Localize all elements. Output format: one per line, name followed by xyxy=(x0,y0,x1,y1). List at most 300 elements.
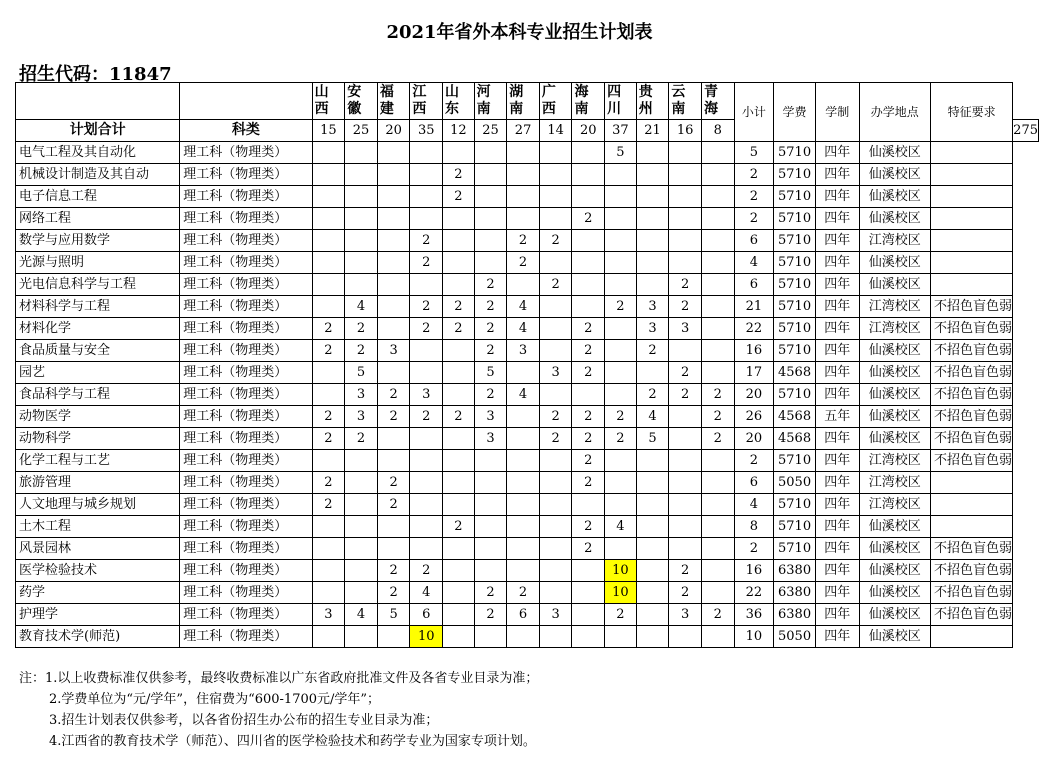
province-count xyxy=(377,538,410,560)
major-name: 网络工程 xyxy=(16,208,180,230)
province-count xyxy=(701,208,734,230)
table-row xyxy=(16,208,1039,230)
province-name-line1: 青 xyxy=(703,84,718,100)
province-count xyxy=(669,142,702,164)
province-count xyxy=(443,428,475,450)
province-count: 4 xyxy=(605,516,637,538)
province-count xyxy=(636,164,669,186)
requirement xyxy=(931,494,1013,516)
province-count xyxy=(636,626,669,648)
province-count xyxy=(636,362,669,384)
campus: 仙溪校区 xyxy=(859,208,931,230)
subject-category: 理工科（物理类） xyxy=(180,494,312,516)
province-count xyxy=(312,384,345,406)
subject-category: 理工科（物理类） xyxy=(180,362,312,384)
table-row xyxy=(16,472,1039,494)
province-header xyxy=(605,83,637,120)
major-name: 护理学 xyxy=(16,604,180,626)
requirement xyxy=(931,472,1013,494)
table-row xyxy=(16,582,1039,604)
province-total: 8 xyxy=(701,120,734,142)
province-count xyxy=(474,230,507,252)
province-count xyxy=(636,252,669,274)
province-count xyxy=(539,538,572,560)
province-count xyxy=(507,274,540,296)
province-count xyxy=(507,560,540,582)
note-line: 4.江西省的教育技术学（师范）、四川省的医学检验技术和药学专业为国家专项计划。 xyxy=(49,734,536,749)
province-name-line2: 海 xyxy=(703,101,718,117)
province-count xyxy=(312,560,345,582)
subject-category: 理工科（物理类） xyxy=(180,582,312,604)
province-count xyxy=(701,494,734,516)
duration: 四年 xyxy=(815,186,859,208)
province-count: 4 xyxy=(507,296,540,318)
province-count xyxy=(636,274,669,296)
province-count xyxy=(443,384,475,406)
campus: 仙溪校区 xyxy=(859,560,931,582)
tuition-fee: 6380 xyxy=(774,604,816,626)
campus: 仙溪校区 xyxy=(859,362,931,384)
province-total: 14 xyxy=(539,120,572,142)
province-header xyxy=(312,83,345,120)
province-count xyxy=(507,406,540,428)
province-count: 2 xyxy=(474,296,507,318)
province-count: 2 xyxy=(572,472,605,494)
province-count xyxy=(636,582,669,604)
major-name: 医学检验技术 xyxy=(16,560,180,582)
province-count xyxy=(312,516,345,538)
requirement xyxy=(931,230,1013,252)
province-count xyxy=(312,538,345,560)
requirement xyxy=(931,164,1013,186)
subtotal: 2 xyxy=(734,538,774,560)
province-total: 27 xyxy=(507,120,540,142)
province-count xyxy=(377,318,410,340)
subject-category: 理工科（物理类） xyxy=(180,406,312,428)
table-row xyxy=(16,186,1039,208)
province-count: 4 xyxy=(345,296,378,318)
province-count: 2 xyxy=(474,340,507,362)
province-count xyxy=(605,208,637,230)
province-count: 2 xyxy=(669,296,702,318)
province-count xyxy=(539,142,572,164)
header-duration: 学制 xyxy=(815,83,859,142)
province-count xyxy=(345,538,378,560)
province-count: 2 xyxy=(701,406,734,428)
province-count: 10 xyxy=(605,582,637,604)
enrollment-code: 招生代码：11847 xyxy=(19,64,172,85)
province-count: 3 xyxy=(474,406,507,428)
province-count xyxy=(605,252,637,274)
subtotal: 2 xyxy=(734,186,774,208)
duration: 四年 xyxy=(815,164,859,186)
province-name-line2: 西 xyxy=(412,101,427,117)
major-name: 机械设计制造及其自动 xyxy=(16,164,180,186)
province-count xyxy=(539,296,572,318)
province-total: 20 xyxy=(377,120,410,142)
province-count: 2 xyxy=(636,384,669,406)
province-count: 5 xyxy=(345,362,378,384)
province-count: 2 xyxy=(377,384,410,406)
duration: 四年 xyxy=(815,274,859,296)
subtotal: 22 xyxy=(734,318,774,340)
province-count xyxy=(701,626,734,648)
province-count xyxy=(669,472,702,494)
tuition-fee: 4568 xyxy=(774,406,816,428)
province-count xyxy=(605,230,637,252)
province-count xyxy=(701,318,734,340)
campus: 仙溪校区 xyxy=(859,604,931,626)
header-blank-subject xyxy=(180,83,312,120)
tuition-fee: 5710 xyxy=(774,208,816,230)
province-total: 12 xyxy=(443,120,475,142)
table-row xyxy=(16,230,1039,252)
province-header xyxy=(539,83,572,120)
province-count xyxy=(474,472,507,494)
province-count xyxy=(312,186,345,208)
requirement: 不招色盲色弱 xyxy=(931,384,1013,406)
province-count xyxy=(474,516,507,538)
province-count: 6 xyxy=(410,604,443,626)
province-count xyxy=(410,186,443,208)
province-count: 3 xyxy=(345,384,378,406)
province-count xyxy=(345,472,378,494)
province-header xyxy=(474,83,507,120)
province-count xyxy=(345,164,378,186)
province-count: 2 xyxy=(572,516,605,538)
province-count xyxy=(701,274,734,296)
province-count xyxy=(474,494,507,516)
requirement: 不招色盲色弱 xyxy=(931,340,1013,362)
province-count xyxy=(410,142,443,164)
province-count: 4 xyxy=(507,318,540,340)
province-count xyxy=(572,296,605,318)
duration: 四年 xyxy=(815,450,859,472)
province-count: 2 xyxy=(377,582,410,604)
province-count: 2 xyxy=(443,186,475,208)
province-count xyxy=(539,626,572,648)
province-count xyxy=(605,450,637,472)
subject-category: 理工科（物理类） xyxy=(180,230,312,252)
requirement: 不招色盲色弱 xyxy=(931,428,1013,450)
province-count xyxy=(312,208,345,230)
province-count xyxy=(572,494,605,516)
province-count xyxy=(474,186,507,208)
province-header xyxy=(410,83,443,120)
province-count: 2 xyxy=(605,406,637,428)
province-count xyxy=(669,494,702,516)
requirement: 不招色盲色弱 xyxy=(931,318,1013,340)
note-line: 3.招生计划表仅供参考，以各省份招生办公布的招生专业目录为准； xyxy=(49,713,439,728)
province-count: 3 xyxy=(539,604,572,626)
requirement: 不招色盲色弱 xyxy=(931,406,1013,428)
province-header xyxy=(507,83,540,120)
table-row xyxy=(16,384,1039,406)
major-name: 食品科学与工程 xyxy=(16,384,180,406)
province-count: 2 xyxy=(312,406,345,428)
duration: 四年 xyxy=(815,494,859,516)
province-header xyxy=(443,83,475,120)
province-count xyxy=(701,340,734,362)
table-row xyxy=(16,626,1039,648)
subject-category: 理工科（物理类） xyxy=(180,186,312,208)
province-count: 3 xyxy=(345,406,378,428)
province-count xyxy=(377,142,410,164)
province-count: 3 xyxy=(669,604,702,626)
province-count xyxy=(539,582,572,604)
province-count: 3 xyxy=(507,340,540,362)
province-count: 2 xyxy=(572,362,605,384)
campus: 仙溪校区 xyxy=(859,164,931,186)
tuition-fee: 5050 xyxy=(774,626,816,648)
tuition-fee: 4568 xyxy=(774,362,816,384)
province-count: 2 xyxy=(312,472,345,494)
tuition-fee: 5710 xyxy=(774,318,816,340)
province-count xyxy=(605,186,637,208)
province-total: 37 xyxy=(605,120,637,142)
province-count: 3 xyxy=(539,362,572,384)
tuition-fee: 5710 xyxy=(774,186,816,208)
province-count: 2 xyxy=(636,340,669,362)
province-count xyxy=(539,472,572,494)
major-name: 材料化学 xyxy=(16,318,180,340)
requirement: 不招色盲色弱 xyxy=(931,604,1013,626)
province-count: 5 xyxy=(377,604,410,626)
subtotal: 21 xyxy=(734,296,774,318)
header-requirement: 特征要求 xyxy=(931,83,1013,142)
subject-category: 理工科（物理类） xyxy=(180,318,312,340)
campus: 仙溪校区 xyxy=(859,516,931,538)
province-count: 3 xyxy=(474,428,507,450)
header-campus: 办学地点 xyxy=(859,83,931,142)
duration: 四年 xyxy=(815,538,859,560)
province-count xyxy=(312,582,345,604)
province-count: 2 xyxy=(345,318,378,340)
province-count: 2 xyxy=(443,318,475,340)
subtotal: 20 xyxy=(734,428,774,450)
province-count xyxy=(345,274,378,296)
major-name: 动物医学 xyxy=(16,406,180,428)
province-count xyxy=(345,142,378,164)
province-count xyxy=(636,142,669,164)
province-count: 2 xyxy=(410,230,443,252)
subtotal: 17 xyxy=(734,362,774,384)
province-count xyxy=(345,450,378,472)
province-count xyxy=(312,230,345,252)
table-row xyxy=(16,450,1039,472)
province-total: 15 xyxy=(312,120,345,142)
province-count xyxy=(410,362,443,384)
province-name-line2: 东 xyxy=(445,101,460,117)
province-count: 2 xyxy=(507,230,540,252)
province-count: 4 xyxy=(636,406,669,428)
major-name: 园艺 xyxy=(16,362,180,384)
province-name-line1: 福 xyxy=(379,84,394,100)
province-count xyxy=(539,516,572,538)
tuition-fee: 5050 xyxy=(774,472,816,494)
province-count xyxy=(345,208,378,230)
province-count xyxy=(669,252,702,274)
province-count: 2 xyxy=(410,252,443,274)
subtotal: 36 xyxy=(734,604,774,626)
province-count xyxy=(572,384,605,406)
requirement: 不招色盲色弱 xyxy=(931,538,1013,560)
tuition-fee: 6380 xyxy=(774,582,816,604)
province-count: 2 xyxy=(701,428,734,450)
province-count: 2 xyxy=(312,340,345,362)
province-total: 21 xyxy=(636,120,669,142)
province-count xyxy=(539,208,572,230)
requirement: 不招色盲色弱 xyxy=(931,582,1013,604)
duration: 四年 xyxy=(815,472,859,494)
province-count xyxy=(572,626,605,648)
major-name: 土木工程 xyxy=(16,516,180,538)
subject-category: 理工科（物理类） xyxy=(180,560,312,582)
province-count xyxy=(410,164,443,186)
province-count xyxy=(345,252,378,274)
major-name: 光电信息科学与工程 xyxy=(16,274,180,296)
province-count xyxy=(507,428,540,450)
province-count xyxy=(443,538,475,560)
tuition-fee: 5710 xyxy=(774,384,816,406)
campus: 江湾校区 xyxy=(859,230,931,252)
tuition-fee: 6380 xyxy=(774,560,816,582)
province-count xyxy=(669,538,702,560)
province-count: 2 xyxy=(507,582,540,604)
province-count xyxy=(410,450,443,472)
province-count: 2 xyxy=(312,428,345,450)
province-count: 10 xyxy=(410,626,443,648)
province-count: 2 xyxy=(377,472,410,494)
province-count xyxy=(605,384,637,406)
province-count xyxy=(410,208,443,230)
province-count xyxy=(410,472,443,494)
subject-category: 理工科（物理类） xyxy=(180,252,312,274)
subtotal: 2 xyxy=(734,164,774,186)
requirement xyxy=(931,142,1013,164)
province-count xyxy=(701,582,734,604)
province-count xyxy=(636,472,669,494)
province-count: 2 xyxy=(701,384,734,406)
province-name-line1: 安 xyxy=(347,84,362,100)
province-count: 2 xyxy=(605,428,637,450)
subtotal: 6 xyxy=(734,230,774,252)
province-count xyxy=(377,516,410,538)
requirement: 不招色盲色弱 xyxy=(931,296,1013,318)
table-row xyxy=(16,340,1039,362)
province-count: 5 xyxy=(605,142,637,164)
province-count: 3 xyxy=(669,318,702,340)
province-count: 2 xyxy=(539,406,572,428)
subtotal: 2 xyxy=(734,450,774,472)
province-count xyxy=(572,252,605,274)
province-count xyxy=(312,296,345,318)
province-count xyxy=(312,252,345,274)
table-row xyxy=(16,516,1039,538)
table-row xyxy=(16,142,1039,164)
province-count xyxy=(636,208,669,230)
major-name: 动物科学 xyxy=(16,428,180,450)
province-name-line1: 海 xyxy=(574,84,589,100)
requirement xyxy=(931,274,1013,296)
province-count xyxy=(377,428,410,450)
province-count xyxy=(377,230,410,252)
province-count: 2 xyxy=(377,494,410,516)
header-subject: 科类 xyxy=(180,120,312,142)
tuition-fee: 5710 xyxy=(774,450,816,472)
table-row xyxy=(16,604,1039,626)
province-count xyxy=(605,472,637,494)
province-count xyxy=(345,626,378,648)
requirement xyxy=(931,186,1013,208)
tuition-fee: 5710 xyxy=(774,296,816,318)
duration: 四年 xyxy=(815,252,859,274)
province-count xyxy=(507,494,540,516)
province-count xyxy=(669,428,702,450)
province-name-line1: 云 xyxy=(671,84,686,100)
province-count: 2 xyxy=(539,274,572,296)
campus: 江湾校区 xyxy=(859,494,931,516)
subtotal: 22 xyxy=(734,582,774,604)
province-name-line2: 川 xyxy=(607,101,622,117)
province-count: 2 xyxy=(669,362,702,384)
province-count: 10 xyxy=(605,560,637,582)
province-name-line2: 西 xyxy=(314,101,329,117)
table-row xyxy=(16,494,1039,516)
province-count xyxy=(636,450,669,472)
province-count: 3 xyxy=(636,296,669,318)
subtotal: 26 xyxy=(734,406,774,428)
subject-category: 理工科（物理类） xyxy=(180,604,312,626)
province-count xyxy=(701,450,734,472)
province-count xyxy=(669,186,702,208)
table-row xyxy=(16,406,1039,428)
province-header xyxy=(669,83,702,120)
province-name-line2: 南 xyxy=(509,101,524,117)
subject-category: 理工科（物理类） xyxy=(180,296,312,318)
major-name: 风景园林 xyxy=(16,538,180,560)
province-count xyxy=(701,230,734,252)
header-row xyxy=(16,83,1039,120)
province-count xyxy=(701,472,734,494)
province-total: 25 xyxy=(345,120,378,142)
province-header xyxy=(377,83,410,120)
duration: 四年 xyxy=(815,560,859,582)
major-name: 光源与照明 xyxy=(16,252,180,274)
province-count: 2 xyxy=(443,516,475,538)
table-row xyxy=(16,274,1039,296)
province-count: 2 xyxy=(572,428,605,450)
province-count xyxy=(474,626,507,648)
province-name-line1: 山 xyxy=(314,84,329,100)
province-count xyxy=(443,274,475,296)
duration: 四年 xyxy=(815,208,859,230)
duration: 四年 xyxy=(815,516,859,538)
province-count xyxy=(701,516,734,538)
province-count xyxy=(474,538,507,560)
province-count xyxy=(507,626,540,648)
province-count: 2 xyxy=(572,318,605,340)
province-count xyxy=(443,494,475,516)
province-count xyxy=(572,582,605,604)
province-count: 2 xyxy=(474,318,507,340)
subject-category: 理工科（物理类） xyxy=(180,384,312,406)
province-count: 2 xyxy=(669,384,702,406)
subtotal: 4 xyxy=(734,494,774,516)
major-name: 电子信息工程 xyxy=(16,186,180,208)
province-count xyxy=(572,560,605,582)
province-count xyxy=(377,186,410,208)
